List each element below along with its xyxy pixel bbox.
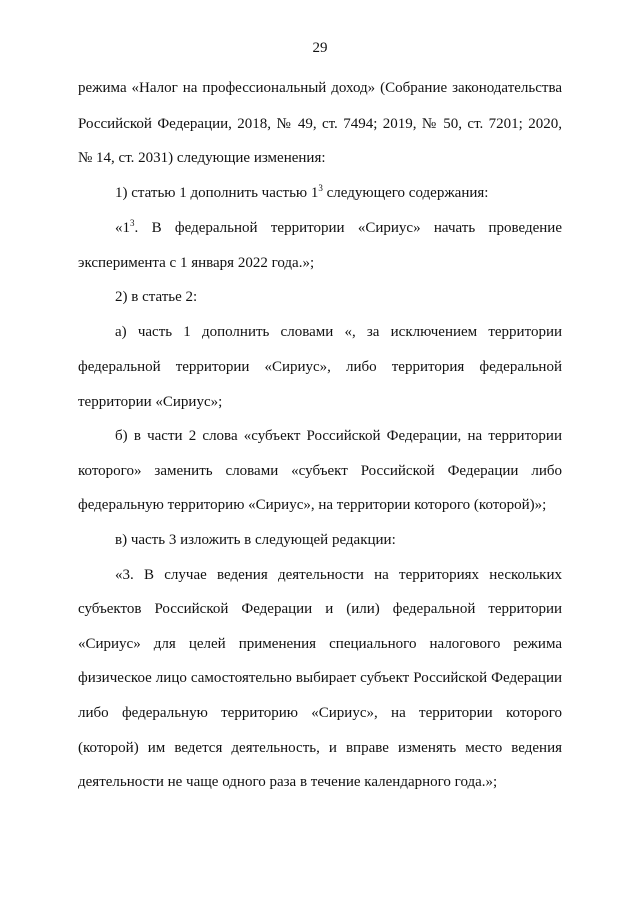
text-line: физическое лицо самостоятельно выбирает субъект Российской Федерации bbox=[78, 670, 562, 686]
page-number: 29 bbox=[312, 40, 328, 56]
text-line: «Сириус» для целей применения специального налогового режима bbox=[78, 636, 562, 652]
text-line: 2) в статье 2: bbox=[115, 289, 198, 305]
text-fragment: . В федеральной территории «Сириус» начать проведение bbox=[134, 220, 562, 236]
text-fragment: «1 bbox=[115, 220, 130, 236]
text-line: деятельности не чаще одного раза в течение календарного года.»; bbox=[78, 774, 498, 790]
superscript: 3 bbox=[318, 183, 323, 193]
text-line: территории «Сириус»; bbox=[78, 394, 223, 410]
text-fragment: следующего содержания: bbox=[322, 185, 489, 201]
text-line: а) часть 1 дополнить словами «, за исключением территории bbox=[115, 324, 562, 340]
text-line: эксперимента с 1 января 2022 года.»; bbox=[78, 255, 315, 271]
text-line bbox=[115, 183, 562, 203]
text-line: субъектов Российской Федерации и (или) федеральной территории bbox=[78, 601, 562, 617]
text-line: Российской Федерации, 2018, № 49, ст. 7494; 2019, № 50, ст. 7201; 2020, bbox=[78, 116, 562, 132]
superscript: 3 bbox=[130, 218, 135, 228]
text-line: «3. В случае ведения деятельности на территориях нескольких bbox=[115, 567, 562, 583]
text-line: режима «Налог на профессиональный доход» (Собрание законодательства bbox=[78, 80, 562, 96]
text-line: федеральной территории «Сириус», либо территория федеральной bbox=[78, 359, 562, 375]
text-line: б) в части 2 слова «субъект Российской Федерации, на территории bbox=[115, 428, 562, 444]
text-line bbox=[115, 218, 562, 238]
text-line: федеральную территорию «Сириус», на территории которого (которой)»; bbox=[78, 497, 547, 513]
text-line: № 14, ст. 2031) следующие изменения: bbox=[78, 150, 326, 166]
text-line: (которой) им ведется деятельность, и вправе изменять место ведения bbox=[78, 740, 562, 756]
text-line: либо федеральную территорию «Сириус», на территории которого bbox=[78, 705, 562, 721]
text-line: в) часть 3 изложить в следующей редакции: bbox=[115, 532, 396, 548]
text-line: которого» заменить словами «субъект Российской Федерации либо bbox=[78, 463, 562, 479]
text-fragment: 1) статью 1 дополнить частью 1 bbox=[115, 185, 319, 201]
